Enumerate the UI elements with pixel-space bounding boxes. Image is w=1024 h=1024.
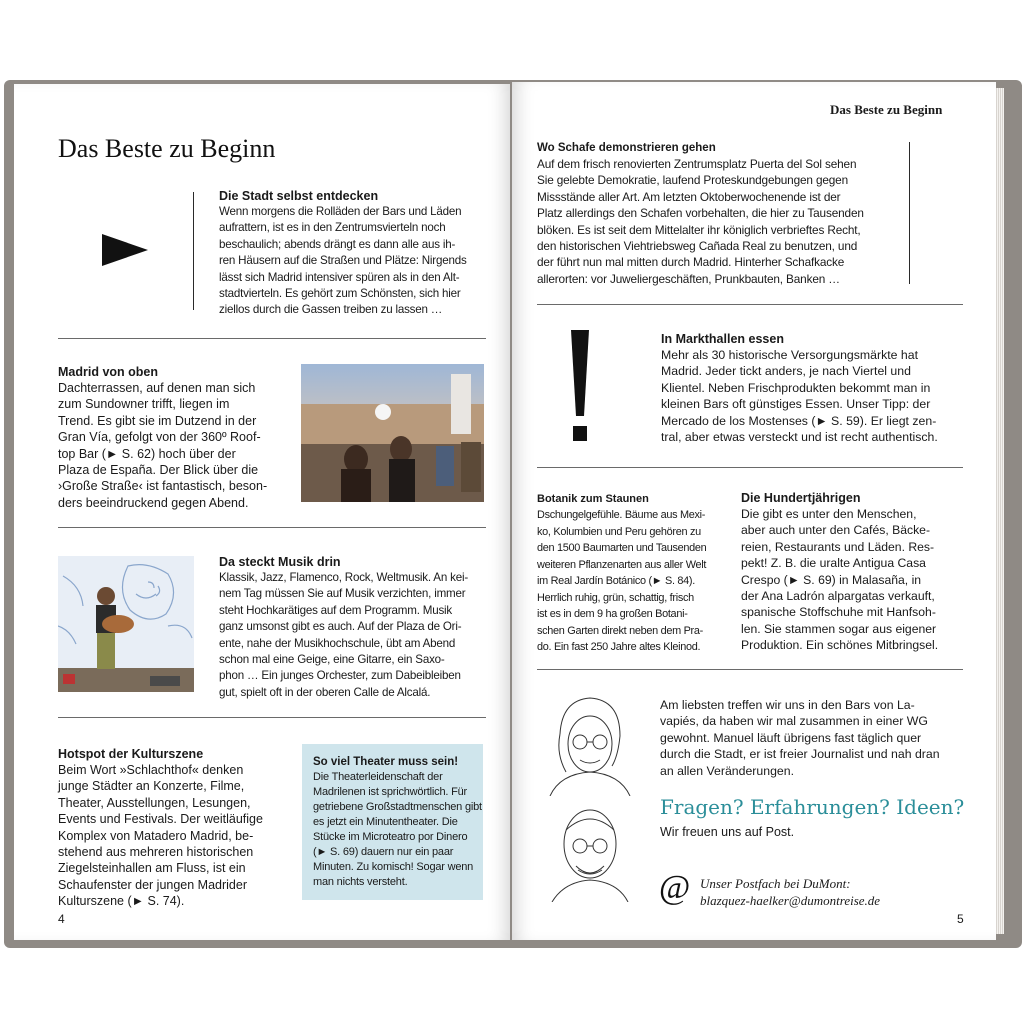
section-heading: In Markthallen essen — [661, 332, 784, 346]
section-heading: Die Hundertjährigen — [741, 491, 861, 505]
section-heading: Botanik zum Staunen — [537, 493, 649, 505]
page-title: Das Beste zu Beginn — [58, 134, 276, 163]
section-musik — [219, 554, 487, 701]
section-kulturszene — [58, 746, 282, 910]
section-heading: Da steckt Musik drin — [219, 555, 341, 569]
theater-tip-box — [302, 744, 483, 900]
section-schafe — [537, 140, 897, 287]
page-number: 5 — [957, 912, 964, 926]
divider — [58, 717, 486, 718]
divider — [58, 527, 486, 528]
page-number: 4 — [58, 912, 65, 926]
at-sign-icon: @ — [659, 869, 691, 906]
contact-label: Unser Postfach bei DuMont: — [700, 876, 851, 891]
section-botanik — [537, 491, 723, 656]
section-text: Mehr als 30 historische Versorgungsmärkte hat Madrid. Jeder tickt anders, je nach Viertel und Klientel. Neben Frischprodukten bekommt man in kleinen Bars oft günstiges Essen. Unser Tipp: der Mercado de los Mostenses (► S. 59). Er liegt zen- tral, aber etwas versteckt und ist recht authentisch. — [661, 348, 938, 445]
section-heading: Madrid von oben — [58, 365, 158, 379]
feedback-subtext: Wir freuen uns auf Post. — [660, 825, 795, 839]
box-heading: So viel Theater muss sein! — [313, 756, 459, 768]
divider — [537, 467, 963, 468]
feedback-heading: Fragen? Erfahrungen? Ideen? — [660, 795, 965, 819]
contact-info — [700, 875, 880, 909]
section-madrid-von-oben — [58, 364, 276, 511]
box-text: Die Theaterleidenschaft der Madrilenen ist sprichwörtlich. Für getriebene Großstadtmenschen gibt es jetzt ein Minutentheater. Die Stücke im Microteatro por Dinero (► S. 69) dauern nur ein paar Minuten. Zu komisch! Sogar wenn man nichts versteht. — [313, 771, 482, 888]
section-heading: Hotspot der Kulturszene — [58, 747, 204, 761]
section-heading: Wo Schafe demonstrieren gehen — [537, 142, 716, 154]
divider — [909, 142, 910, 284]
exclamation-icon — [568, 330, 592, 444]
section-heading: Die Stadt selbst entdecken — [219, 189, 379, 203]
street-musician-photo — [58, 556, 194, 692]
divider — [537, 669, 963, 670]
running-head: Das Beste zu Beginn — [830, 102, 943, 117]
section-hundertjaehrige — [741, 490, 967, 654]
section-text: Beim Wort »Schlachthof« denken junge Städter an Konzerte, Filme, Theater, Ausstellungen, Lesungen, Events und Festivals. Der weitläufige Komplex von Matadero Madrid, be- stehend aus mehreren historischen Ziegelsteinhallen am Fluss, ist ein Schaufenster der jungen Madrider Kulturszene (► S. 74). — [58, 763, 263, 909]
divider — [193, 192, 194, 310]
rooftop-bar-photo — [301, 364, 484, 502]
divider — [537, 304, 963, 305]
section-text: Dachterrassen, auf denen man sich zum Sundowner trifft, liegen im Trend. Es gibt sie im Dutzend in der Gran Vía, gefolgt von der 360º Roof- top Bar (► S. 62) hoch über der Plaza de España. Der Blick über die ›Große Straße‹ ist fantastisch, beson- ders beeindruckend gegen Abend. — [58, 381, 268, 510]
divider — [58, 338, 486, 339]
section-markthallen — [661, 331, 966, 445]
authors-note — [660, 697, 970, 779]
section-text: Auf dem frisch renovierten Zentrumsplatz Puerta del Sol sehen Sie gelebte Demokratie, laufend Proteskundgebungen gegen Missstände aller Art. Am letzten Oktoberwochenende ist der Platz allerdings den Schafen vorbehalten, die hier zu Tausenden blöken. Es ist seit dem Mittelalter ihr königlich verbrieftes Recht, den historischen Viehtriebsweg Cañada Real zu benutzen, und der führt nun mal mitten durch Madrid. Hinterher Schafkacke allerorten: vor Juweliergeschäften, Prunkbauten, Banken … — [537, 157, 864, 286]
author-portrait-man — [540, 800, 636, 902]
page-edges — [996, 88, 1004, 934]
section-text: Klassik, Jazz, Flamenco, Rock, Weltmusik. An kei- nem Tag müssen Sie auf Musik verzichten, immer steht Hochkarätiges auf dem Programm. Musik ganz umsonst gibt es auch. Auf der Plaza de Ori- ente, nahe der Musikhochschule, übt am Abend schon mal eine Geige, eine Gitarre, ein Saxo- phon … Ein junges Orchester, zum Dabeibleiben gut, spielt oft in der oberen Calle de Alcalá. — [219, 571, 468, 699]
section-text: Dschungelgefühle. Bäume aus Mexi- ko, Kolumbien und Peru gehören zu den 1500 Baumarten und Tausenden weiteren Pflanzenarten aus aller Welt im Real Jardín Botánico (► S. 84). Herrlich ruhig, grün, schattig, frisch ist es in dem 9 ha großen Botani- schen Garten direkt neben dem Pra- do. Ein fast 250 Jahre altes Kleinod. — [537, 509, 707, 653]
authors-note-text: Am liebsten treffen wir uns in den Bars von La- vapiés, da haben wir mal zusammen in einer WG gewohnt. Manuel läuft übrigens fast täglich quer durch die Stadt, er ist freier Journalist und nah dran an allen Veränderungen. — [660, 698, 940, 778]
arrow-right-icon — [100, 232, 150, 268]
contact-email[interactable]: blazquez-haelker@dumontreise.de — [700, 893, 881, 908]
section-text: Die gibt es unter den Menschen, aber auch unter den Cafés, Bäcke- reien, Restaurants und Läden. Res- pekt! Z. B. die uralte Antigua Casa Crespo (► S. 69) in Malasaña, in der Ana Ladrón alpargatas verkauft, spanische Stoffschuhe mit Hanfsoh- len. Sie stammen sogar aus eigener Produktion. Ein schönes Mitbringsel. — [741, 507, 939, 653]
section-stadt-entdecken — [219, 188, 487, 319]
section-text: Wenn morgens die Rolläden der Bars und Läden aufrattern, ist es in den Zentrumsvierteln noch beschaulich; abends drängt es dann alle aus ih- ren Häusern auf die Straßen und Plätze: Nirgends lässt sich Madrid intensiver spüren als in den Alt- stadtvierteln. Es gehört zum Schönsten, sich hier ziellos durch die Gassen treiben zu lassen … — [219, 205, 467, 317]
author-portrait-woman — [540, 694, 636, 796]
